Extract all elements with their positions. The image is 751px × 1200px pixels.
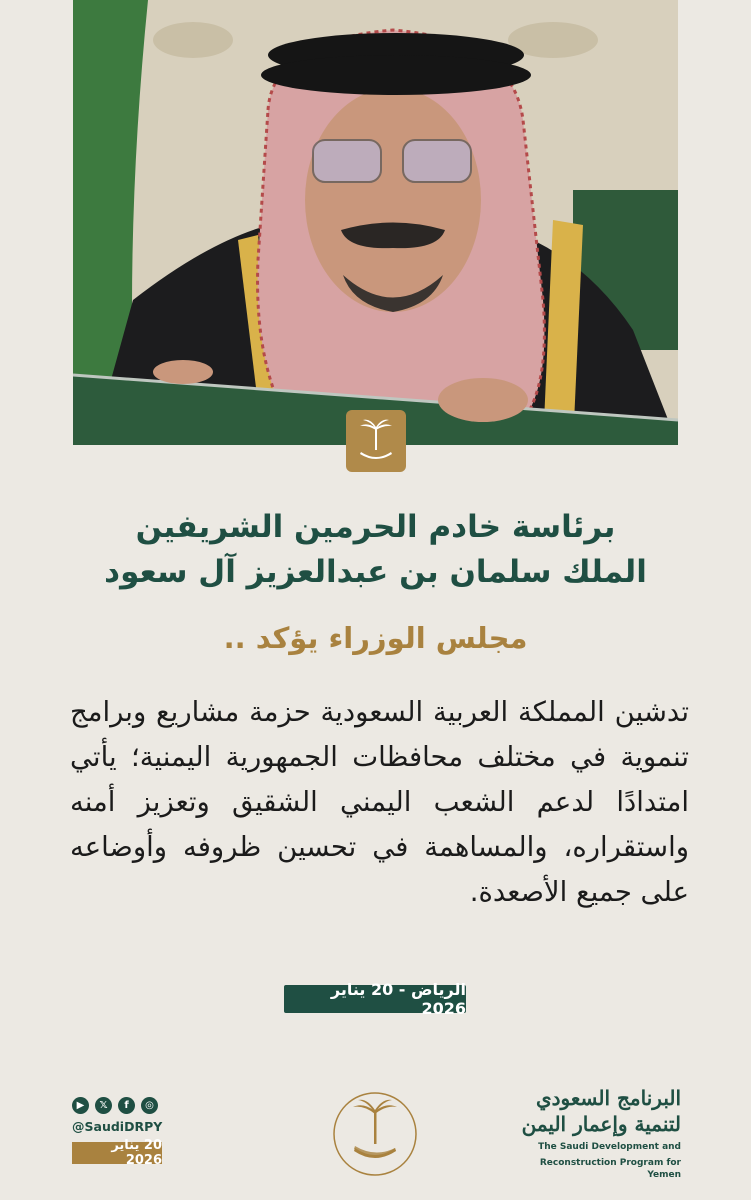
social-icons: [72, 1097, 158, 1114]
main-title: [40, 505, 711, 595]
x-icon[interactable]: 𝕏: [95, 1097, 112, 1114]
program-name-en-1: The Saudi Development and: [538, 1142, 681, 1152]
facebook-icon[interactable]: f: [118, 1097, 135, 1114]
program-name-ar-1: البرنامج السعودي: [536, 1086, 681, 1110]
palm-swords-icon: [357, 418, 395, 464]
portrait-photo: [73, 0, 678, 445]
saudi-emblem-badge: [346, 410, 406, 472]
date-badge: الرياض - 20 يناير 2026: [284, 985, 466, 1013]
subtitle: مجلس الوزراء يؤكد ..: [223, 621, 528, 655]
instagram-icon[interactable]: ◎: [141, 1097, 158, 1114]
program-logo: [511, 1085, 681, 1181]
title-line-1: برئاسة خادم الحرمين الشريفين: [135, 509, 616, 545]
program-name-en-2: Reconstruction Program for Yemen: [539, 1158, 681, 1180]
title-line-2: الملك سلمان بن عبدالعزيز آل سعود: [104, 554, 647, 590]
social-handle: @SaudiDRPY: [72, 1119, 163, 1134]
body-text: تدشين المملكة العربية السعودية حزمة مشاريع وبرامج تنموية في مختلف محافظات الجمهورية اليمنية؛ يأتي امتدادًا لدعم الشعب اليمني الشقيق وتعزيز أمنه واستقراره، والمساهمة في تحسين ظروفه وأوضاعه على جميع الأصعدة.: [70, 696, 689, 908]
saudi-emblem-logo: [333, 1092, 417, 1176]
small-date-badge: 20 يناير 2026: [72, 1142, 162, 1164]
youtube-icon[interactable]: ▶: [72, 1097, 89, 1114]
program-name-ar-2: لتنمية وإعمار اليمن: [521, 1112, 681, 1136]
